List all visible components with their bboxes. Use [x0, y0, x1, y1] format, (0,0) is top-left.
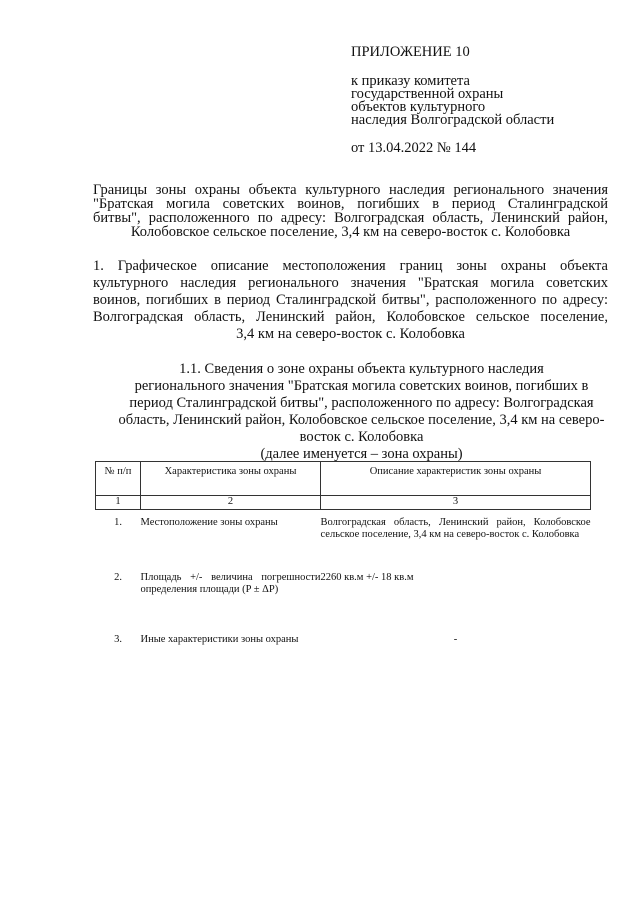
section-1-1-line: 1.1. Сведения о зоне охраны объекта культурного наследия [179, 361, 544, 377]
row-characteristic: Местоположение зоны охраны [140, 517, 278, 528]
row-num: 2. [114, 572, 122, 583]
header-num: № п/п [96, 462, 141, 496]
table-row [96, 557, 591, 616]
title-line: Колобовское сельское поселение, 3,4 км на северо-восток с. Колобовка [130, 224, 571, 240]
row-description: 2260 кв.м +/- 18 кв.м [320, 572, 414, 583]
section-1-line: культурного наследия регионального значения "Братская могила советских [93, 275, 608, 291]
table-row [96, 510, 591, 558]
title-line: Границы зоны охраны объекта культурного наследия регионального значения [93, 182, 608, 198]
row-num: 3. [114, 634, 122, 645]
title-line: "Братская могила советских воинов, погибших в период Сталинградской [93, 196, 608, 212]
header-line-2: государственной охраны [351, 86, 504, 102]
section-1-1-line: восток с. Колобовка [299, 429, 424, 445]
col-number: 2 [141, 496, 321, 510]
section-1-line: 1. Графическое описание местоположения границ зоны охраны объекта [93, 258, 608, 274]
section-1-line: 3,4 км на северо-восток с. Колобовка [236, 326, 465, 342]
table-header-row [96, 462, 591, 496]
header-line-4: наследия Волгоградской области [351, 112, 555, 128]
section-1-1-line: область, Ленинский район, Колобовское сельское поселение, 3,4 км на северо- [118, 412, 605, 428]
section-1-1 [118, 361, 605, 463]
section-1-line: Волгоградская область, Ленинский район, Колобовское сельское поселение, [93, 309, 608, 325]
zone-table [95, 461, 591, 664]
document-title [93, 183, 608, 239]
col-number: 1 [96, 496, 141, 510]
order-date: от 13.04.2022 № 144 [351, 140, 477, 156]
header-line-3: объектов культурного [351, 99, 486, 115]
row-characteristic: Площадь +/- величина погрешности определения площади (P ± ΔP) [140, 572, 321, 595]
section-1 [93, 258, 608, 343]
row-characteristic: Иные характеристики зоны охраны [140, 634, 299, 645]
section-1-1-line: регионального значения "Братская могила советских воинов, погибших в [134, 378, 589, 394]
row-num: 1. [114, 517, 122, 528]
row-description: Волгоградская область, Ленинский район, Колобовское сельское поселение, 3,4 км на северо-восток с. Колобовка [320, 517, 591, 540]
header-line-1: к приказу комитета [351, 73, 470, 89]
section-1-1-line: (далее именуется – зона охраны) [260, 446, 463, 462]
col-number: 3 [321, 496, 591, 510]
row-description: - [453, 634, 458, 645]
table-column-numbers [96, 496, 591, 510]
table-row [96, 616, 591, 664]
header-characteristic: Характеристика зоны охраны [141, 462, 321, 496]
section-1-line: воинов, погибших в период Сталинградской битвы", расположенного по адресу: [93, 292, 608, 308]
header-description: Описание характеристик зоны охраны [321, 462, 591, 496]
appendix-title: ПРИЛОЖЕНИЕ 10 [351, 44, 470, 60]
section-1-1-line: период Сталинградской битвы", расположенного по адресу: Волгоградская [129, 395, 594, 411]
title-line: битвы", расположенного по адресу: Волгоградская область, Ленинский район, [93, 210, 608, 226]
